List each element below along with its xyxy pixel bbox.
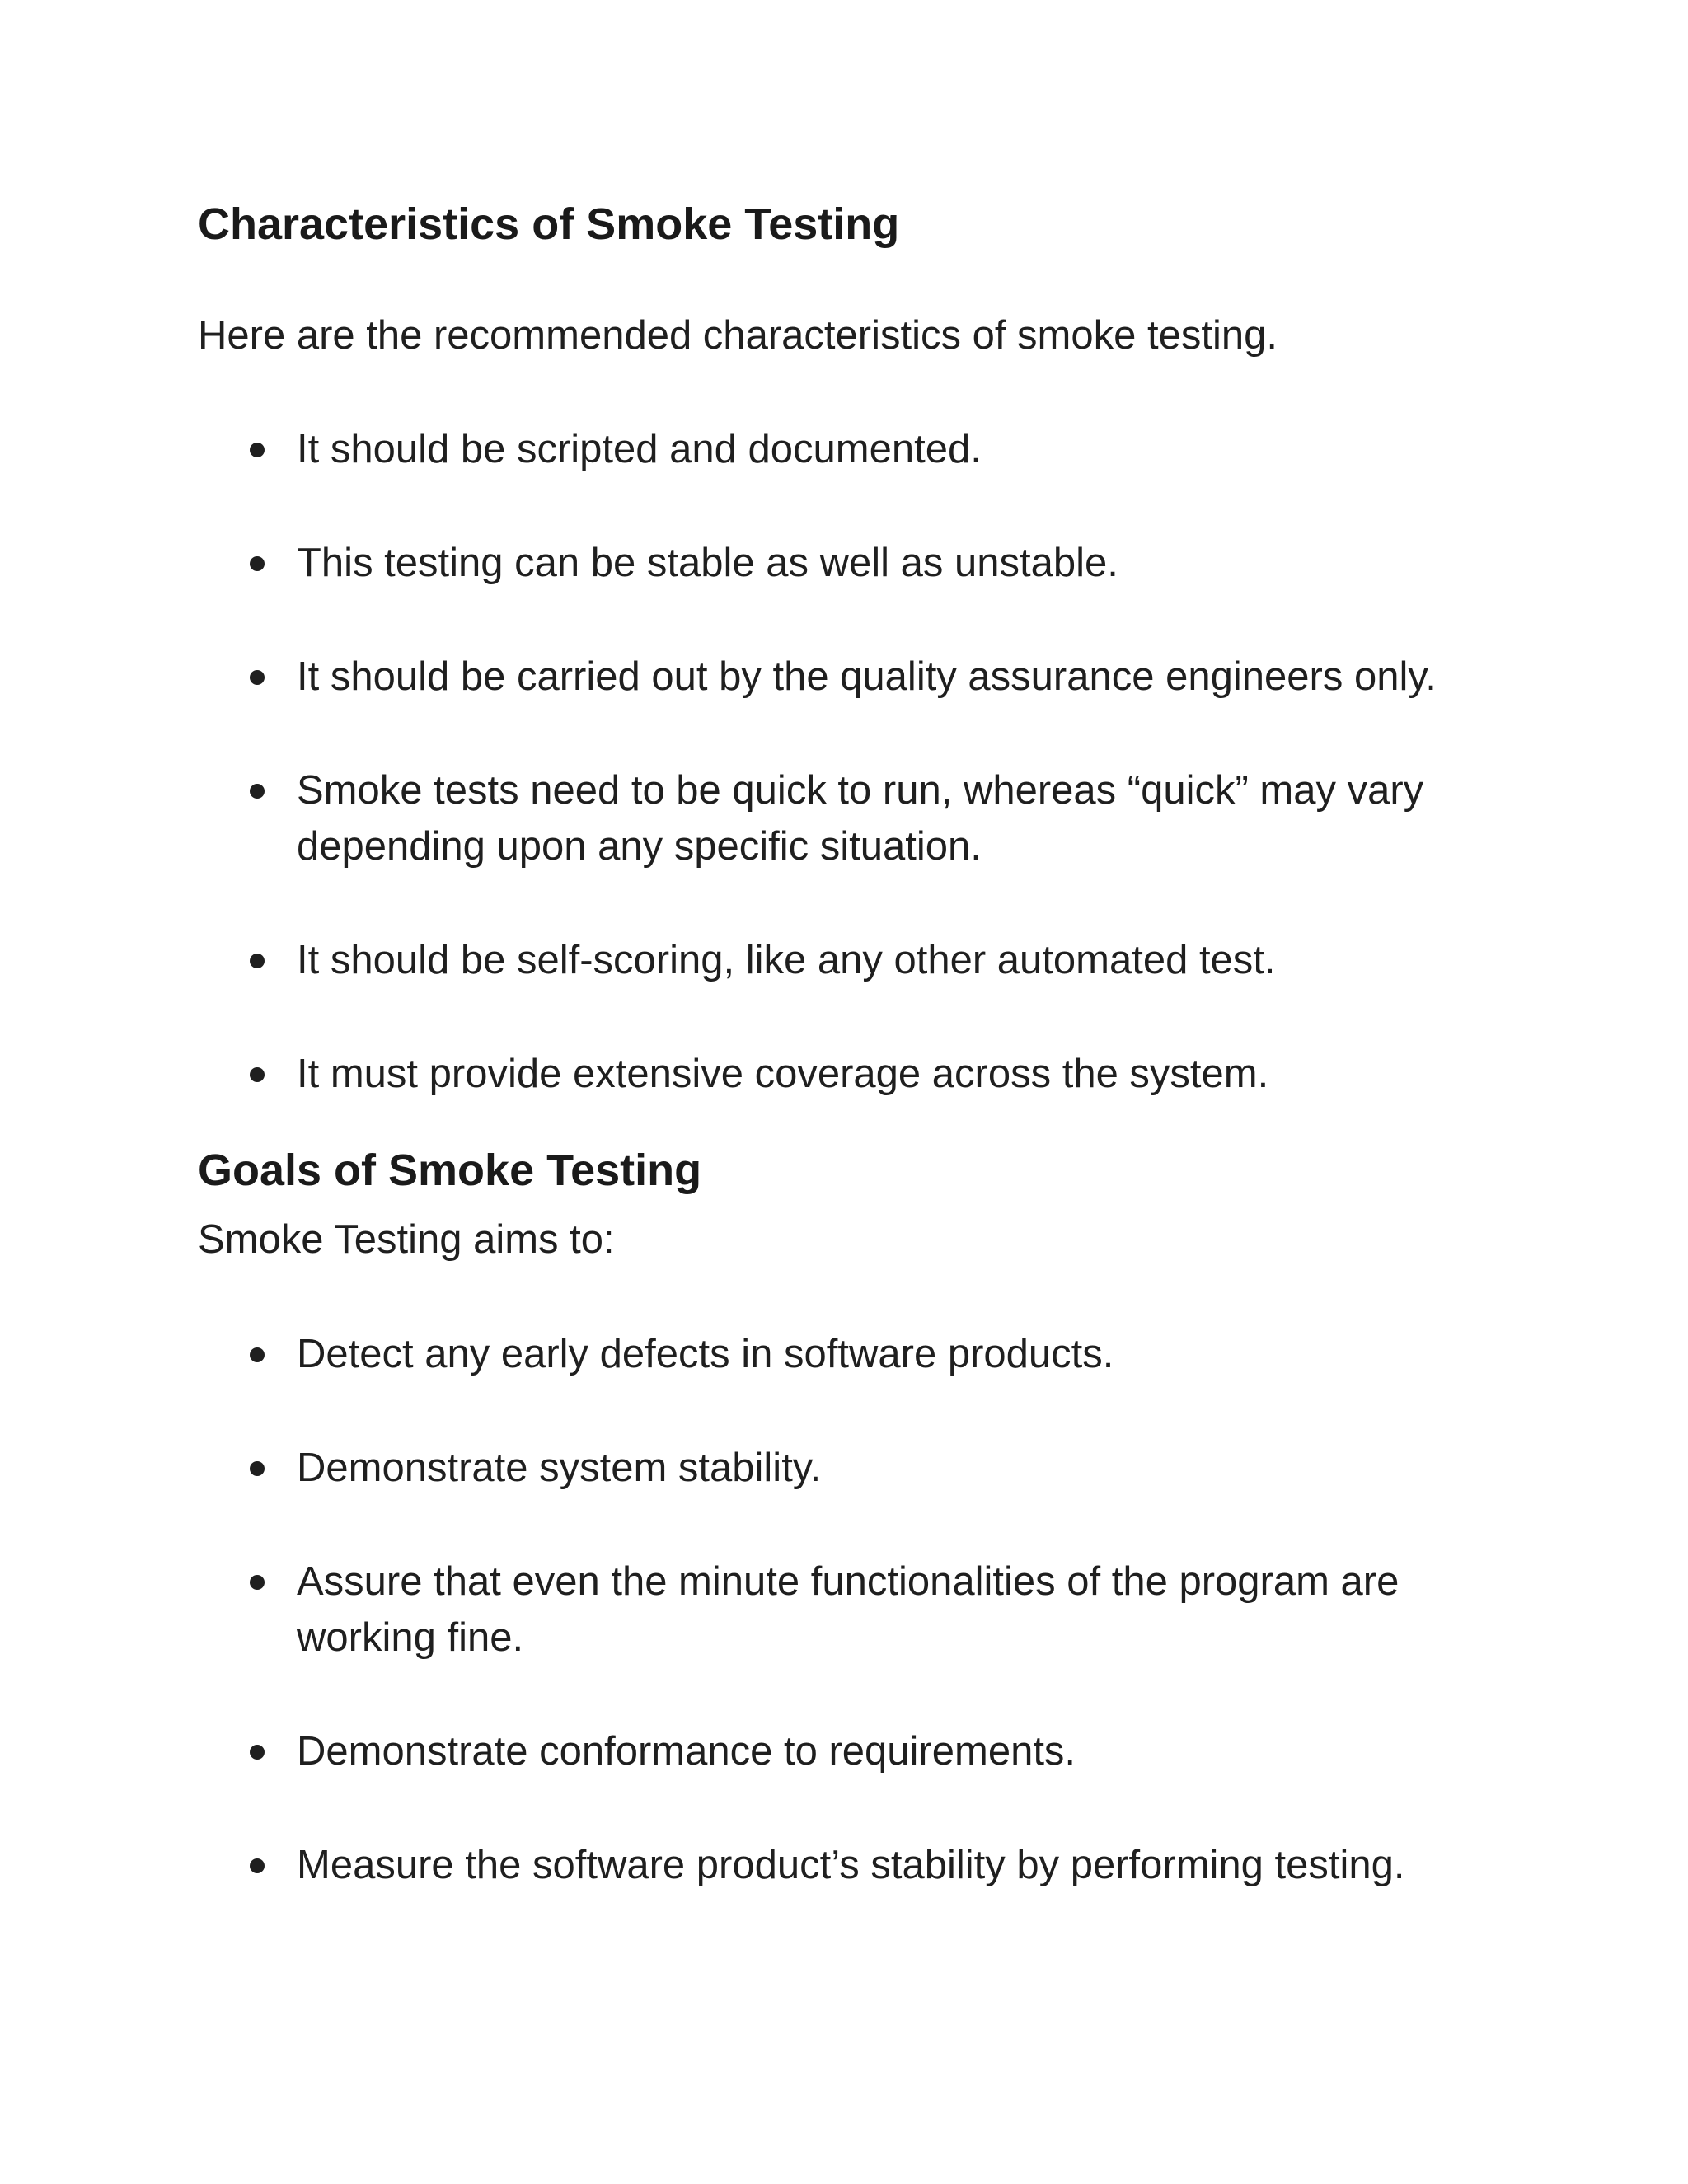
bullet-icon: [250, 1575, 265, 1590]
bullet-icon: [250, 784, 265, 799]
list-item-text: It should be self-scoring, like any other automated test.: [297, 938, 1276, 982]
list-item-text: It must provide extensive coverage across the system.: [297, 1052, 1269, 1096]
list-item-text: Smoke tests need to be quick to run, whereas “quick” may vary depending upon any specific situation.: [297, 768, 1424, 869]
list-item-text: Demonstrate conformance to requirements.: [297, 1729, 1076, 1774]
list-item-text: Measure the software product’s stability by performing testing.: [297, 1843, 1405, 1887]
list-item: [198, 1723, 1500, 1779]
bullet-icon: [250, 670, 265, 685]
list-item: [198, 1554, 1500, 1666]
list-item: [198, 649, 1500, 705]
bullet-icon: [250, 1858, 265, 1873]
list-item-text: It should be scripted and documented.: [297, 427, 982, 471]
list-item-text: This testing can be stable as well as unstable.: [297, 541, 1118, 585]
section-intro-characteristics: Here are the recommended characteristics of smoke testing.: [198, 313, 1278, 358]
bullet-icon: [250, 954, 265, 968]
list-item-text: Demonstrate system stability.: [297, 1446, 822, 1490]
section-heading-characteristics: Characteristics of Smoke Testing: [198, 199, 900, 249]
list-item-text: It should be carried out by the quality assurance engineers only.: [297, 654, 1437, 699]
list-item-text: Assure that even the minute functionalities of the program are working fine.: [297, 1559, 1400, 1660]
list-item: [198, 1326, 1500, 1382]
list-item: [198, 1837, 1500, 1893]
list-item: [198, 421, 1500, 477]
bullet-icon: [250, 1461, 265, 1476]
list-item: [198, 762, 1500, 874]
bullet-icon: [250, 1067, 265, 1082]
list-item-text: Detect any early defects in software products.: [297, 1332, 1114, 1376]
section-heading-goals: Goals of Smoke Testing: [198, 1146, 702, 1195]
bullet-icon: [250, 556, 265, 571]
bullet-icon: [250, 1347, 265, 1362]
list-item: [198, 1046, 1500, 1102]
bullet-icon: [250, 1745, 265, 1760]
list-item: [198, 1440, 1500, 1496]
list-item: [198, 535, 1500, 591]
bullet-icon: [250, 443, 265, 457]
goals-list: [198, 1326, 1500, 1893]
section-intro-goals: Smoke Testing aims to:: [198, 1217, 615, 1262]
list-item: [198, 932, 1500, 988]
characteristics-list: [198, 421, 1500, 1102]
